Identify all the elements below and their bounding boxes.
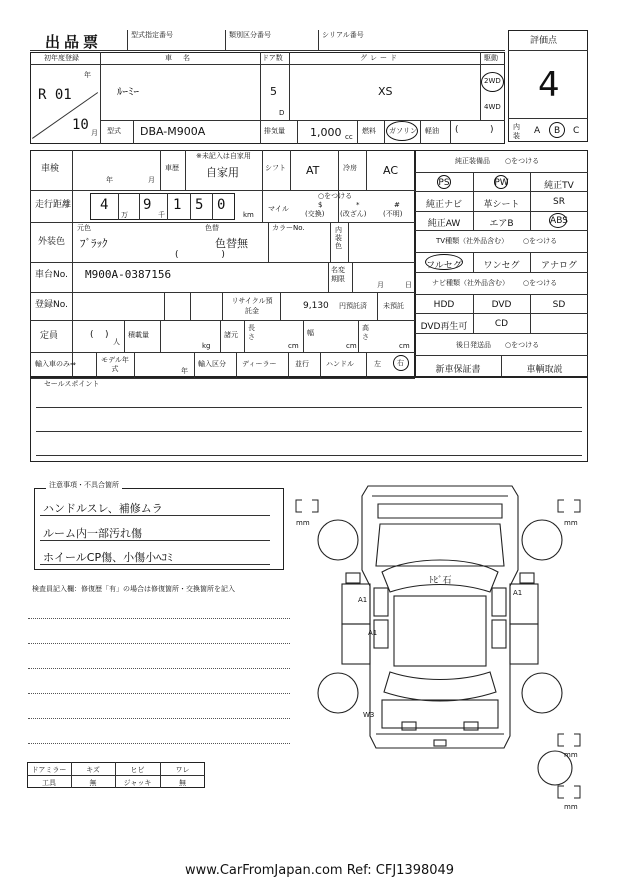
- sales-point-label: セールスポイント: [44, 380, 100, 388]
- wheel-rear-right: [522, 673, 562, 713]
- shaken-year: 年: [106, 176, 113, 184]
- notes-title: 注意事項・不具合箇所: [46, 482, 122, 489]
- footer-ref: www.CarFromJapan.com Ref: CFJ1398049: [185, 863, 455, 878]
- exchange-sym: $: [318, 201, 323, 209]
- model-year-unit: 年: [181, 367, 188, 375]
- first-reg-month: 10: [72, 117, 89, 133]
- handle-left: 左: [374, 360, 381, 368]
- door-fl: [342, 584, 370, 624]
- mileage-km: km: [243, 211, 254, 219]
- reg-no-label: 登録No.: [35, 300, 68, 310]
- category-label: 類別区分番号: [229, 31, 271, 39]
- equip-aw: 純正AW: [427, 219, 461, 229]
- width-cm: cm: [346, 342, 357, 350]
- score-label: 評価点: [530, 36, 558, 46]
- note-line-1: ハンドルスレ、補修ムラ: [43, 502, 163, 515]
- legend-h1: ドアミラー: [31, 766, 67, 774]
- mark-right-front: A1: [513, 589, 523, 597]
- repaint-bracket: ( ): [175, 250, 225, 260]
- legend-v3: ジャッキ: [123, 779, 152, 787]
- doors-label: ドア数: [262, 54, 283, 62]
- sheet-title: 出品票: [45, 33, 103, 51]
- oem-title: 純正装備品: [455, 157, 490, 165]
- legend-v1: 工具: [42, 779, 56, 787]
- history-label: 車歴: [165, 164, 179, 172]
- displacement-label: 排気量: [264, 127, 285, 135]
- mirror-right: [520, 573, 534, 583]
- car-name: ﾙｰﾐｰ: [117, 85, 139, 98]
- note-line-2: ルーム内一部汚れ傷: [43, 527, 142, 540]
- height-cm: cm: [399, 342, 410, 350]
- designation-label: 型式指定番号: [131, 31, 173, 39]
- wheel-front-left: [318, 520, 358, 560]
- first-reg-label: 初年度登録: [44, 54, 79, 62]
- name-change-day: 日: [405, 281, 412, 289]
- exchange-label: (交換): [305, 210, 325, 218]
- parallel-label: 並行: [295, 360, 309, 368]
- later-title: 後日発送品: [456, 341, 491, 349]
- shaken-month: 月: [148, 176, 155, 184]
- length-label: 長さ: [248, 324, 255, 341]
- import-label: 輸入車のみ⇒: [35, 360, 76, 368]
- drive-label: 駆動: [484, 54, 498, 62]
- name-change-label: 名変期限: [331, 266, 345, 283]
- equip-sr: SR: [553, 197, 565, 207]
- color-label: 外装色: [38, 237, 66, 247]
- tv-fullseg: フルセグ: [426, 261, 462, 271]
- oem-note: ○をつける: [505, 157, 540, 165]
- equip-ps: PS: [438, 178, 450, 188]
- mirror-left: [346, 573, 360, 583]
- tire-bracket-fl: [296, 500, 318, 512]
- mileage-label: 走行距離: [35, 200, 72, 210]
- dealer-label: ディーラー: [242, 360, 277, 368]
- car-damage-diagram: [290, 478, 590, 808]
- mm-spare: mm: [564, 803, 578, 811]
- interior-color-label: 内装色: [335, 226, 342, 250]
- equip-navi: 純正ナビ: [425, 200, 462, 210]
- model-label: 型式: [107, 127, 121, 135]
- import-div-label: 輸入区分: [198, 360, 226, 368]
- interior-grade-c: C: [573, 126, 580, 136]
- unknown-sym: #: [394, 201, 400, 209]
- repaint-label: 色替: [205, 224, 219, 232]
- grade-value: XS: [378, 85, 393, 98]
- light-oil-label: 軽油: [425, 127, 439, 135]
- ac-value: AC: [383, 164, 399, 177]
- altered-sym: *: [356, 201, 360, 209]
- tire-bracket-spare: [558, 786, 580, 798]
- nav-note: ○をつける: [523, 279, 558, 287]
- wheel-front-right: [522, 520, 562, 560]
- drive-2wd: 2WD: [484, 77, 501, 85]
- later-note: ○をつける: [505, 341, 540, 349]
- mileage-digit-3: 1: [173, 197, 182, 213]
- altered-label: (改ざん): [340, 210, 367, 218]
- mileage-digit-2: 9: [143, 197, 152, 213]
- name-change-month: 月: [377, 281, 384, 289]
- shift-label: シフト: [265, 164, 286, 172]
- wheel-rear-left: [318, 673, 358, 713]
- door-rl: [342, 624, 370, 664]
- capacity-bracket: ( ): [90, 330, 109, 340]
- legend-h3: ヒビ: [130, 766, 145, 774]
- color-no-label: カラーNo.: [272, 224, 305, 232]
- legend-v2: 無: [89, 779, 97, 787]
- tv-note: ○をつける: [523, 237, 558, 245]
- tv-analog: アナログ: [540, 261, 577, 271]
- nav-sd: SD: [552, 300, 566, 310]
- height-label: 高さ: [362, 324, 369, 341]
- displacement-value: 1,000: [310, 126, 342, 139]
- repaint-value: 色替無: [215, 237, 248, 250]
- color-value: ﾌﾞﾗｯｸ: [80, 237, 108, 250]
- nav-title: ナビ種類（社外品含む）: [432, 279, 509, 287]
- interior-label: 内装: [513, 123, 520, 140]
- rear-hatch: [382, 700, 498, 728]
- month-unit: 月: [91, 129, 98, 137]
- orig-color-label: 元色: [77, 224, 91, 232]
- shift-value: AT: [306, 164, 320, 177]
- tire-bracket-rl: [558, 734, 580, 746]
- equip-abs: ABS: [550, 216, 568, 226]
- roof: [394, 596, 486, 666]
- model-value: DBA-M900A: [140, 125, 206, 138]
- car-name-label: 車 名: [165, 54, 192, 62]
- nav-dvd: DVD: [491, 300, 512, 310]
- ac-label: 冷房: [343, 164, 357, 172]
- first-reg-era: R 01: [38, 87, 72, 103]
- handle-right: 右: [397, 359, 404, 367]
- mark-left-rear: A1: [368, 629, 378, 637]
- mile-label: マイル: [268, 205, 289, 213]
- mark-left-front: A1: [358, 596, 368, 604]
- mileage-sen: 千: [158, 211, 165, 219]
- dims-label: 諸元: [224, 331, 238, 339]
- fuel-bracket: ( ): [455, 125, 494, 135]
- fuel-gasoline: ガソリン: [389, 127, 417, 135]
- serial-label: シリアル番号: [322, 31, 364, 39]
- drive-4wd: 4WD: [484, 103, 501, 111]
- rear-glass: [384, 672, 496, 701]
- nav-dvd-play: DVD再生可: [420, 322, 468, 332]
- load-kg: kg: [202, 342, 211, 350]
- note-line-3: ホイールCP傷、小傷小ﾍｺﾐ: [43, 551, 173, 564]
- capacity-persons: 人: [113, 338, 120, 346]
- grade-label: グレード: [360, 54, 400, 62]
- history-note: ※未記入は自家用: [196, 152, 251, 160]
- later-warranty: 新車保証書: [435, 365, 481, 375]
- handle-label: ハンドル: [326, 360, 354, 368]
- mileage-man: 万: [121, 211, 128, 219]
- score-value: 4: [538, 65, 560, 105]
- history-value: 自家用: [206, 166, 239, 179]
- nav-hdd: HDD: [433, 300, 455, 310]
- model-year-label: モデル年式: [101, 356, 129, 373]
- year-unit: 年: [84, 71, 91, 79]
- inspector-label: 検査員記入欄：修復歴「有」の場合は修復箇所・交換箇所を記入: [32, 585, 235, 593]
- equip-airbag: エアB: [489, 219, 514, 229]
- sales-point-box: [30, 376, 588, 462]
- shaken-label: 車検: [41, 164, 60, 174]
- load-label: 積載量: [128, 331, 149, 339]
- cc-unit: cc: [345, 133, 353, 141]
- tv-oneseg: ワンセグ: [483, 261, 520, 271]
- tire-bracket-fr: [558, 500, 580, 512]
- mileage-digit-1: 4: [100, 197, 109, 213]
- capacity-label: 定員: [40, 331, 59, 341]
- later-manual: 車輌取説: [526, 365, 563, 375]
- unknown-label: (不明): [383, 210, 403, 218]
- length-cm: cm: [288, 342, 299, 350]
- doors-d: D: [279, 109, 285, 117]
- mark-windshield: ﾄﾋﾞ石: [429, 576, 452, 586]
- equip-leather: 革シート: [483, 200, 520, 210]
- doors-value: 5: [270, 85, 277, 98]
- recycle-paid: 円預託済: [339, 302, 367, 310]
- legend-h2: キズ: [86, 766, 100, 774]
- interior-grade-a: A: [534, 126, 541, 136]
- chassis-label: 車台No.: [35, 270, 68, 280]
- legend-v4: 無: [179, 779, 186, 787]
- mm-fl: mm: [296, 519, 310, 527]
- mark-rear: W3: [363, 711, 375, 719]
- recycle-label: リサイクル預託金: [231, 297, 273, 315]
- chassis-value: M900A-0387156: [85, 268, 172, 281]
- recycle-unpaid: 未預託: [383, 302, 404, 310]
- body-outline: [362, 486, 518, 748]
- mm-fr: mm: [564, 519, 578, 527]
- equip-pw: PW: [494, 178, 509, 188]
- mileage-digit-5: 0: [217, 197, 226, 213]
- width-label: 幅: [307, 329, 314, 337]
- mileage-circle-note: ○をつける: [318, 192, 353, 200]
- door-rr: [510, 624, 538, 664]
- fuel-label: 燃料: [362, 127, 376, 135]
- interior-grade-b: B: [554, 126, 561, 136]
- legend-h4: ワレ: [175, 766, 190, 774]
- mm-rl: mm: [564, 751, 578, 759]
- equip-tv: 純正TV: [544, 181, 574, 191]
- recycle-value: 9,130: [303, 301, 329, 311]
- mileage-digit-4: 5: [195, 197, 204, 213]
- tv-title: TV種類（社外品含む）: [436, 237, 509, 245]
- nav-cd: CD: [494, 319, 509, 329]
